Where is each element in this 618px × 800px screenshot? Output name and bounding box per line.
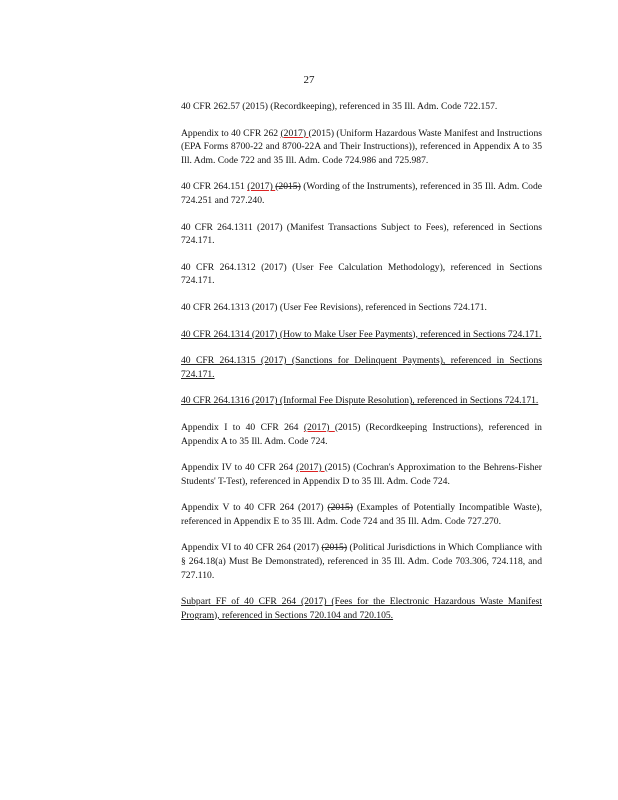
paragraph-text: Appendix IV to 40 CFR 264 — [181, 462, 297, 474]
document-body — [181, 100, 542, 635]
added-text: Subpart FF of 40 CFR 264 (2017) (Fees for the Electronic Hazardous Waste Manifest Program), referenced in Sections 720.104 and 720.105. — [181, 596, 542, 621]
reference-paragraph — [181, 421, 542, 448]
paragraph-text: (Examples of Potentially Incompatible Waste), referenced in Appendix E to 35 Ill. Adm. Code 724 and 35 Ill. Adm. Code 727.270. — [181, 502, 542, 527]
reference-paragraph — [181, 394, 542, 408]
inserted-text: (2017) — [296, 462, 325, 474]
reference-paragraph — [181, 100, 542, 114]
added-text: 40 CFR 264.1315 (2017) (Sanctions for Delinquent Payments), referenced in Sections 724.171. — [181, 355, 542, 380]
paragraph-text: (Cochran's Approximation to the Behrens-Fisher Students' T-Test), referenced in Appendix D to 35 Ill. Adm. Code 724. — [181, 462, 542, 487]
paragraph-text: Appendix I to 40 CFR 264 — [181, 421, 304, 433]
paragraph-text: (Recordkeeping Instructions), referenced in Appendix A to 35 Ill. Adm. Code 724. — [181, 421, 542, 447]
paragraph-text: (2015) — [308, 127, 335, 139]
paragraph-text: Appendix to 40 CFR 262 — [181, 127, 281, 139]
paragraph-text: (2015) — [324, 462, 351, 474]
reference-paragraph — [181, 328, 542, 342]
deleted-text: (2015) — [327, 502, 353, 514]
paragraph-text: (Uniform Hazardous Waste Manifest and Instructions (EPA Forms 8700-22 and 8700-22A and Their Instructions)), referenced in Appendix A to 35 Ill. Adm. Code 722 and 35 Ill. Adm. Code 724.986 and 725.987. — [181, 127, 542, 166]
paragraph-text: 40 CFR 264.151 — [181, 181, 248, 193]
reference-paragraph — [181, 354, 542, 381]
paragraph-text: Appendix V to 40 CFR 264 (2017) — [181, 502, 328, 514]
paragraph-text: 40 CFR 264.1312 (2017) (User Fee Calculation Methodology), referenced in Sections 724.171. — [181, 261, 542, 287]
reference-paragraph — [181, 301, 542, 315]
paragraph-text: 40 CFR 262.57 (2015) (Recordkeeping), referenced in 35 Ill. Adm. Code 722.157. — [181, 101, 498, 112]
page-number: 27 — [303, 74, 315, 86]
reference-paragraph — [181, 127, 542, 168]
paragraph-text: (Political Jurisdictions in Which Compliance with § 264.18(a) Must Be Demonstrated), referenced in 35 Ill. Adm. Code 703.306, 724.118, and 727.110. — [181, 542, 543, 581]
deleted-text: (2015) — [275, 181, 301, 193]
reference-paragraph — [181, 541, 542, 582]
paragraph-text: (Wording of the Instruments), referenced in 35 Ill. Adm. Code 724.251 and 727.240. — [181, 181, 542, 206]
reference-paragraph — [181, 221, 542, 248]
paragraph-text: Appendix VI to 40 CFR 264 (2017) — [181, 542, 322, 554]
reference-paragraph — [181, 501, 542, 528]
inserted-text: (2017) — [303, 421, 335, 433]
added-text: 40 CFR 264.1316 (2017) (Informal Fee Dispute Resolution), referenced in Sections 724.171. — [181, 395, 539, 407]
inserted-text: (2017) — [280, 127, 309, 139]
reference-paragraph — [181, 180, 542, 207]
added-text: 40 CFR 264.1314 (2017) (How to Make User Fee Payments), referenced in Sections 724.171. — [181, 328, 542, 340]
reference-paragraph — [181, 261, 542, 288]
reference-paragraph — [181, 461, 542, 488]
paragraph-text: 40 CFR 264.1313 (2017) (User Fee Revisions), referenced in Sections 724.171. — [181, 301, 487, 313]
inserted-text: (2017) — [247, 181, 276, 193]
paragraph-text: (2015) — [334, 421, 361, 433]
paragraph-text: 40 CFR 264.1311 (2017) (Manifest Transactions Subject to Fees), referenced in Sections 724.171. — [181, 221, 542, 247]
deleted-text: (2015) — [321, 542, 348, 554]
reference-paragraph — [181, 595, 542, 622]
